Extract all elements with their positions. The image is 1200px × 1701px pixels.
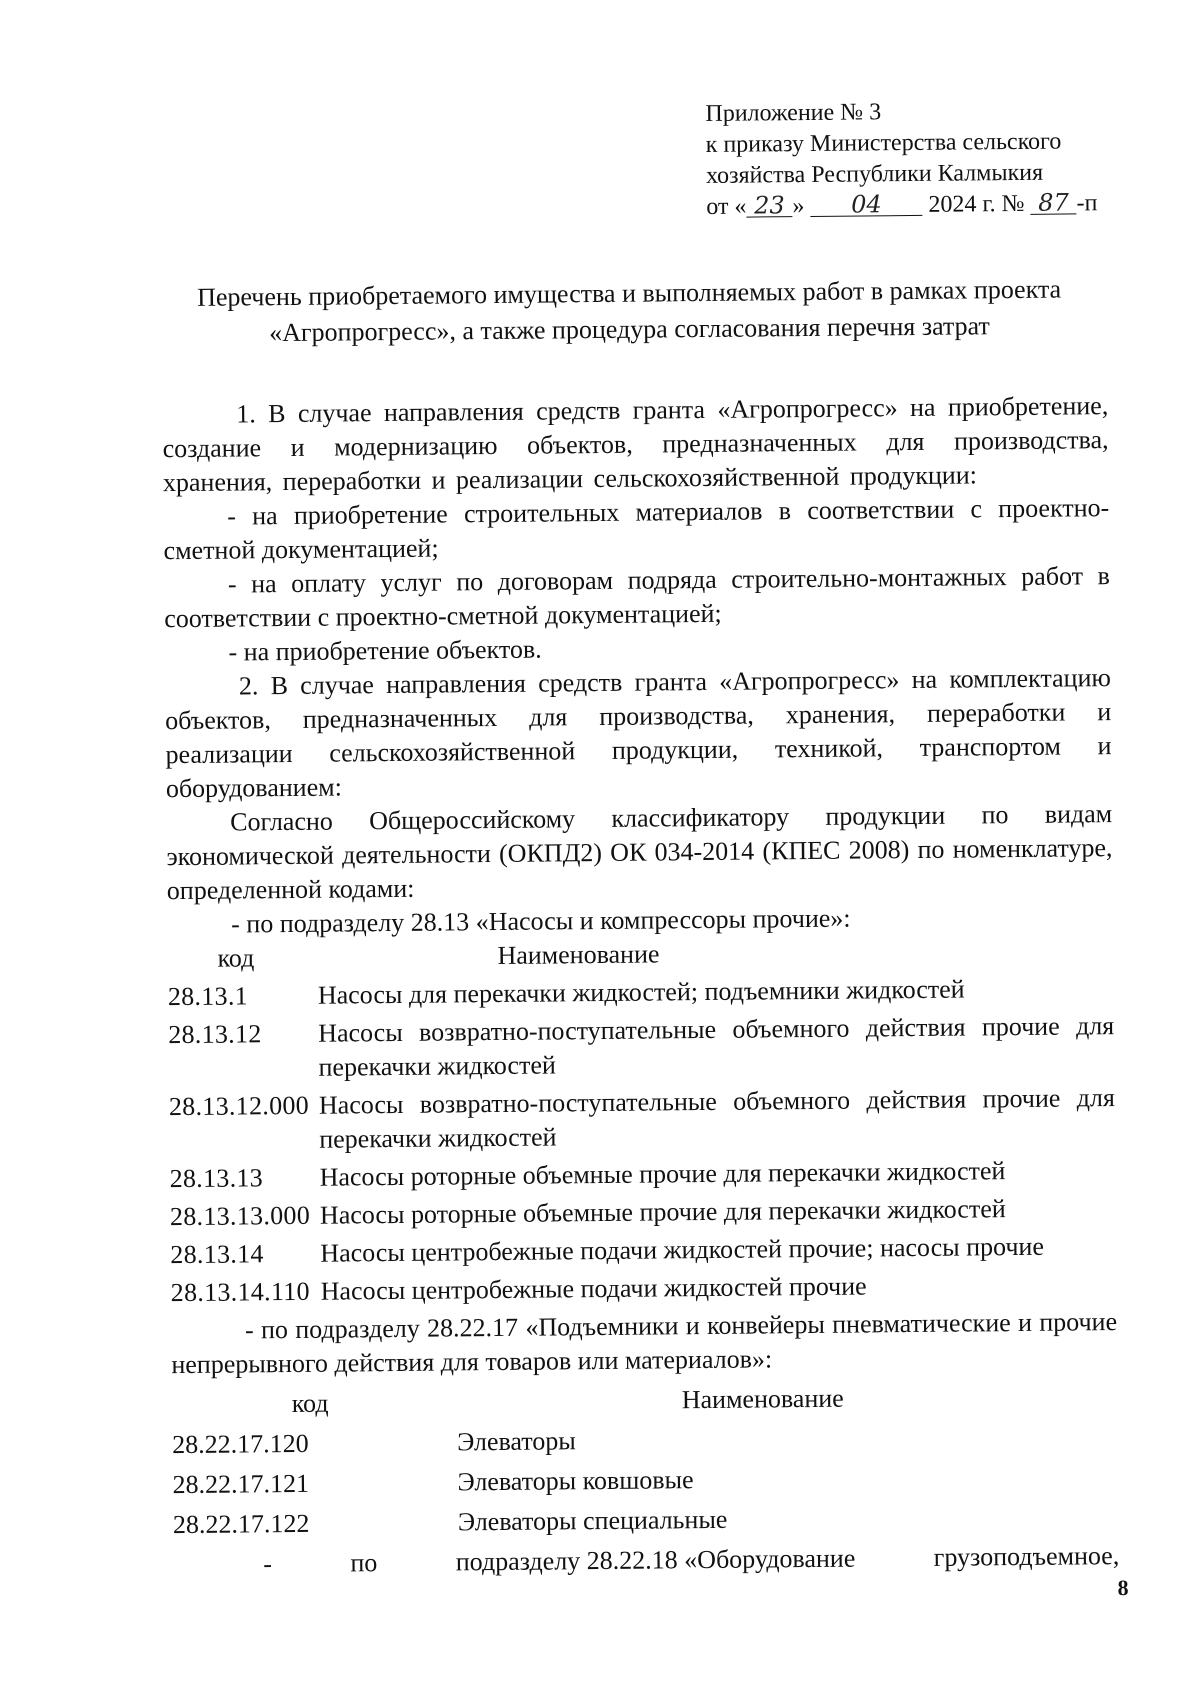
subsection-28-22-18-start <box>173 1539 1119 1582</box>
table-row <box>168 1009 1115 1086</box>
title-line-2: «Агропрогресс», а также процедура согласования перечня затрат <box>269 311 990 348</box>
row-code: 28.13.13.000 <box>169 1200 311 1232</box>
row-code: 28.22.17.121 <box>172 1468 310 1500</box>
document-body <box>162 389 1119 1582</box>
appendix-header <box>705 95 1097 223</box>
table-row <box>170 1191 1116 1234</box>
last-line-dash: - <box>263 1549 273 1579</box>
appendix-order-ref: к приказу Министерства сельского <box>705 128 1062 158</box>
row-name: Насосы центробежные подачи жидкостей прочие <box>320 1271 867 1306</box>
row-code: 28.13.12.000 <box>168 1090 310 1122</box>
paragraph-3: Согласно Общероссийскому классификатору продукции по видам экономической деятельности (ОКПД2) ОК 034-2014 (КПЕС 2008) по номенклатуре, определенной кодами: <box>166 799 1113 906</box>
row-name: Элеваторы <box>457 1426 576 1457</box>
appendix-number: Приложение № 3 <box>705 99 882 127</box>
table-row <box>172 1459 1118 1502</box>
table-1-head-code: код <box>217 943 255 973</box>
document-title <box>155 271 1104 352</box>
title-line-1: Перечень приобретаемого имущества и выполняемых работ в рамках проекта <box>197 274 1062 312</box>
table-2-header <box>172 1379 1118 1422</box>
paragraph-1: 1. В случае направления средств гранта «Агропрогресс» на приобретение, создание и модернизацию объектов, предназначенных для производства, хранения, переработки и реализации сельскохозяйственной продукции: <box>162 391 1109 498</box>
paragraph-1-item-3: - на приобретение объектов. <box>228 634 542 667</box>
row-name: Элеваторы ковшовые <box>457 1465 694 1497</box>
subsection-28-22-17: - по подразделу 28.22.17 «Подъемники и конвейеры пневматические и прочие непрерывного действия для товаров или материалов»: <box>171 1307 1118 1380</box>
table-row <box>169 1153 1115 1196</box>
row-name: Насосы центробежные подачи жидкостей прочие; насосы прочие <box>320 1231 1045 1268</box>
paragraph-1-item-2: - на оплату услуг по договорам подряда строительно-монтажных работ в соответствии с проектно-сметной документацией; <box>164 561 1111 634</box>
date-month-handwritten: 04 <box>810 193 922 217</box>
table-2-head-name: Наименование <box>681 1383 844 1415</box>
last-line-word-2: подразделу 28.22.18 «Оборудование <box>455 1543 856 1577</box>
row-name: Насосы роторные объемные прочие для перекачки жидкостей <box>319 1194 1006 1230</box>
subsection-28-13: - по подразделу 28.13 «Насосы и компрессоры прочие»: <box>231 903 851 939</box>
table-2-head-code: код <box>291 1388 329 1418</box>
row-name: Насосы роторные объемные прочие для перекачки жидкостей <box>319 1156 1006 1192</box>
last-line-word-3: грузоподъемное, <box>933 1541 1120 1572</box>
row-code: 28.13.13 <box>169 1163 264 1194</box>
row-name: Насосы возвратно-поступательные объемного действия прочие для перекачки жидкостей <box>318 1011 1115 1082</box>
order-number-handwritten: 87 <box>1030 191 1076 214</box>
table-row <box>170 1229 1116 1272</box>
date-day-handwritten: 23 <box>746 194 792 217</box>
table-row <box>172 1419 1118 1462</box>
appendix-date-line <box>706 188 1097 223</box>
date-prefix: от « <box>706 193 747 220</box>
last-line-word-1: по <box>350 1548 378 1578</box>
appendix-ministry: хозяйства Республики Калмыкия <box>705 159 1044 189</box>
table-row <box>171 1267 1117 1310</box>
paragraph-1-item-1: - на приобретение строительных материалов в соответствии с проектно-сметной документацией; <box>163 493 1110 566</box>
row-name: Насосы для перекачки жидкостей; подъемники жидкостей <box>317 974 965 1010</box>
row-code: 28.22.17.122 <box>172 1508 310 1540</box>
row-code: 28.13.1 <box>167 981 249 1012</box>
row-code: 28.13.14.110 <box>170 1276 310 1308</box>
table-row <box>173 1499 1119 1542</box>
date-mid: » <box>792 193 805 220</box>
table-row <box>169 1081 1116 1158</box>
row-code: 28.22.17.120 <box>172 1428 309 1460</box>
row-code: 28.13.12 <box>168 1019 262 1050</box>
table-1-head-name: Наименование <box>497 939 660 970</box>
table-row <box>168 971 1114 1014</box>
row-name: Насосы возвратно-поступательные объемного действия прочие для перекачки жидкостей <box>318 1083 1116 1154</box>
paragraph-2: 2. В случае направления средств гранта «Агропрогресс» на комплектацию объектов, предназначенных для производства, хранения, переработки и реализации сельскохозяйственной продукции, техникой, транспортом и оборудованием: <box>165 663 1112 804</box>
row-code: 28.13.14 <box>170 1239 264 1270</box>
page-number: 8 <box>1117 1574 1129 1601</box>
date-year: 2024 г. № <box>928 190 1025 218</box>
order-suffix: -п <box>1076 190 1098 217</box>
row-name: Элеваторы специальные <box>457 1504 728 1537</box>
